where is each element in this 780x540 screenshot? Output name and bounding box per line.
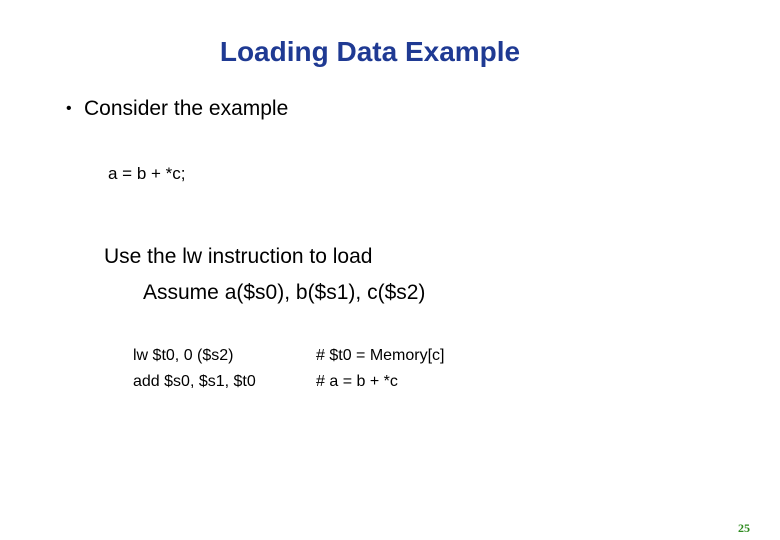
code-comment: # a = b + *c xyxy=(316,373,398,390)
bullet-text: Consider the example xyxy=(84,97,289,120)
instruction-description: Use the lw instruction to load xyxy=(104,245,373,268)
code-comment: # $t0 = Memory[c] xyxy=(316,347,445,364)
slide-title: Loading Data Example xyxy=(219,36,521,67)
bullet-item xyxy=(66,97,288,121)
page-number: 25 xyxy=(738,521,750,535)
register-assumption: Assume a($s0), b($s1), c($s2) xyxy=(143,281,426,304)
code-instruction: lw $t0, 0 ($s2) xyxy=(133,347,234,364)
bullet-icon: • xyxy=(66,100,72,117)
example-expression: a = b + *c; xyxy=(108,164,186,183)
code-instruction: add $s0, $s1, $t0 xyxy=(133,373,256,390)
